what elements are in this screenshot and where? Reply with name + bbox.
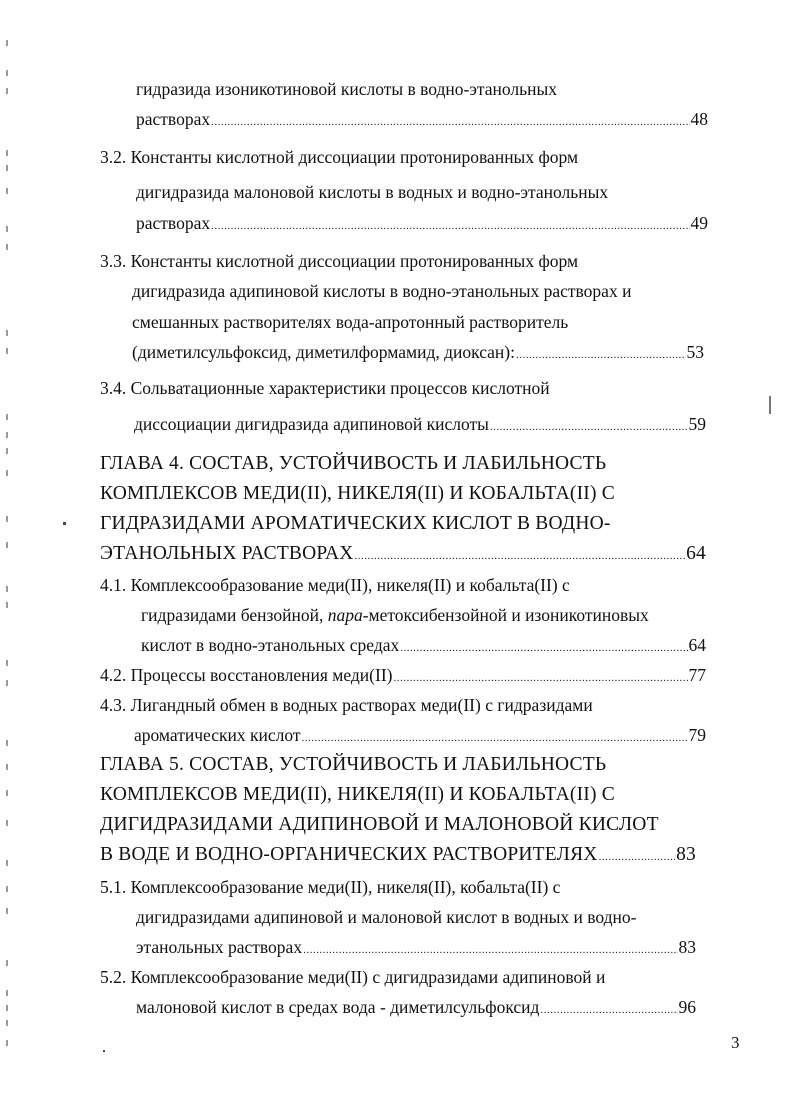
page-number: 3: [731, 1033, 740, 1052]
toc-line-text: КОМПЛЕКСОВ МЕДИ(II), НИКЕЛЯ(II) И КОБАЛЬТА(II) С: [100, 784, 615, 805]
toc-line-text: 4.3. Лигандный обмен в водных растворах меди(II) с гидразидами: [100, 695, 593, 715]
toc-line: [100, 876, 560, 898]
toc-line-text: растворах: [136, 109, 211, 129]
toc-line-text: КОМПЛЕКСОВ МЕДИ(II), НИКЕЛЯ(II) И КОБАЛЬТА(II) С: [100, 483, 615, 504]
toc-line: [141, 634, 706, 659]
toc-line-text: дигидразидами адипиновой и малоновой кислот в водных и водно-: [136, 907, 637, 927]
scan-speck: [103, 1050, 105, 1052]
toc-line: [100, 377, 550, 399]
chapter-heading-line: [100, 844, 696, 868]
toc-page-number: 79: [688, 725, 706, 745]
chapter-heading-line: [100, 513, 611, 535]
toc-page-number: 83: [676, 844, 696, 865]
toc-line: [100, 250, 578, 272]
scan-speck: [769, 396, 771, 414]
dot-leader: [599, 846, 676, 868]
toc-line: [136, 78, 557, 100]
dot-leader: [355, 545, 686, 567]
toc-page-number: 77: [688, 665, 706, 685]
toc-line-text: В ВОДЕ И ВОДНО-ОРГАНИЧЕСКИХ РАСТВОРИТЕЛЯХ: [100, 844, 598, 865]
toc-line: [134, 724, 706, 749]
toc-line-text: 5.1. Комплексообразование меди(II), никеля(II), кобальта(II) с: [100, 877, 561, 897]
toc-line-text: (диметилсульфоксид, диметилформамид, диоксан):: [132, 342, 515, 362]
toc-line-text: кислот в водно-этанольных средах: [141, 635, 400, 655]
dot-leader: [400, 637, 687, 659]
toc-page-number: 64: [688, 635, 706, 655]
toc-line-text: малоновой кислот в средах вода - диметилсульфоксид: [136, 997, 540, 1017]
toc-page-number: 48: [690, 109, 708, 129]
scan-margin-marks: [2, 30, 14, 1070]
dot-leader: [211, 111, 689, 133]
toc-line-text: ароматических кислот: [134, 725, 301, 745]
chapter-heading-line: [100, 543, 706, 567]
toc-line-text: [141, 604, 649, 626]
dot-leader: [302, 727, 688, 749]
toc-line-text: ДИГИДРАЗИДАМИ АДИПИНОВОЙ И МАЛОНОВОЙ КИСЛОТ: [100, 814, 659, 835]
toc-line-italic: пара: [327, 605, 363, 625]
toc-page-number: 64: [686, 543, 706, 564]
chapter-heading-line: [100, 453, 606, 475]
toc-line: [132, 341, 704, 366]
toc-line: [100, 574, 570, 596]
chapter-heading-line: [100, 814, 659, 836]
toc-page-number: 96: [678, 997, 696, 1017]
chapter-heading-line: [100, 754, 606, 776]
toc-line: [134, 413, 706, 438]
toc-line-text: 4.2. Процессы восстановления меди(II): [100, 665, 393, 685]
toc-page-number: 83: [678, 937, 696, 957]
toc-line-text: дигидразида малоновой кислоты в водных и водно-этанольных: [136, 182, 609, 202]
chapter-heading-line: [100, 784, 615, 806]
toc-line-text: диссоциации дигидразида адипиновой кислоты: [134, 414, 489, 434]
toc-line-text: 3.4. Сольватационные характеристики процессов кислотной: [100, 378, 550, 398]
toc-line-text: 3.2. Константы кислотной диссоциации протонированных форм: [100, 147, 579, 167]
toc-line-text: этанольных растворах: [136, 937, 303, 957]
toc-line: [132, 280, 631, 302]
toc-line-text: смешанных растворителях вода-апротонный растворитель: [132, 312, 569, 332]
toc-line-text: ГЛАВА 4. СОСТАВ, УСТОЙЧИВОСТЬ И ЛАБИЛЬНОСТЬ: [100, 453, 607, 474]
dot-leader: [490, 416, 688, 438]
dot-leader: [303, 939, 677, 961]
toc-line-text-part: -метоксибензойной и изоникотиновых: [362, 605, 649, 625]
dot-leader: [393, 667, 687, 689]
chapter-heading-line: [100, 483, 615, 505]
toc-line: [100, 664, 706, 689]
toc-line-text: гидразида изоникотиновой кислоты в водно-этанольных: [136, 79, 557, 99]
dot-leader: [516, 344, 686, 366]
toc-line-text: 4.1. Комплексообразование меди(II), никеля(II) и кобальта(II) с: [100, 575, 570, 595]
toc-line-text: 3.3. Константы кислотной диссоциации протонированных форм: [100, 251, 579, 271]
toc-page-number: 53: [686, 342, 704, 362]
toc-line: [132, 311, 568, 333]
toc-line: [141, 604, 649, 626]
toc-line: [136, 212, 708, 237]
toc-line: [136, 906, 636, 928]
toc-line-text: ЭТАНОЛЬНЫХ РАСТВОРАХ: [100, 543, 354, 564]
toc-line-text: ГИДРАЗИДАМИ АРОМАТИЧЕСКИХ КИСЛОТ В ВОДНО-: [100, 513, 611, 534]
toc-line-text: дигидразида адипиновой кислоты в водно-этанольных растворах и: [132, 281, 632, 301]
toc-line: [100, 146, 578, 168]
toc-page-number: 59: [688, 414, 706, 434]
scan-speck: [63, 522, 66, 525]
toc-line: [100, 694, 593, 716]
dot-leader: [211, 215, 689, 237]
toc-line: [136, 996, 696, 1021]
toc-line-text-part: гидразидами бензойной,: [141, 605, 328, 625]
dot-leader: [540, 999, 677, 1021]
toc-line-text: растворах: [136, 213, 211, 233]
toc-line: [136, 108, 708, 133]
toc-line: [100, 966, 605, 988]
toc-page-number: 49: [690, 213, 708, 233]
toc-line: [136, 181, 608, 203]
toc-line-text: ГЛАВА 5. СОСТАВ, УСТОЙЧИВОСТЬ И ЛАБИЛЬНОСТЬ: [100, 754, 607, 775]
toc-line-text: 5.2. Комплексообразование меди(II) с дигидразидами адипиновой и: [100, 967, 606, 987]
toc-line: [136, 936, 696, 961]
